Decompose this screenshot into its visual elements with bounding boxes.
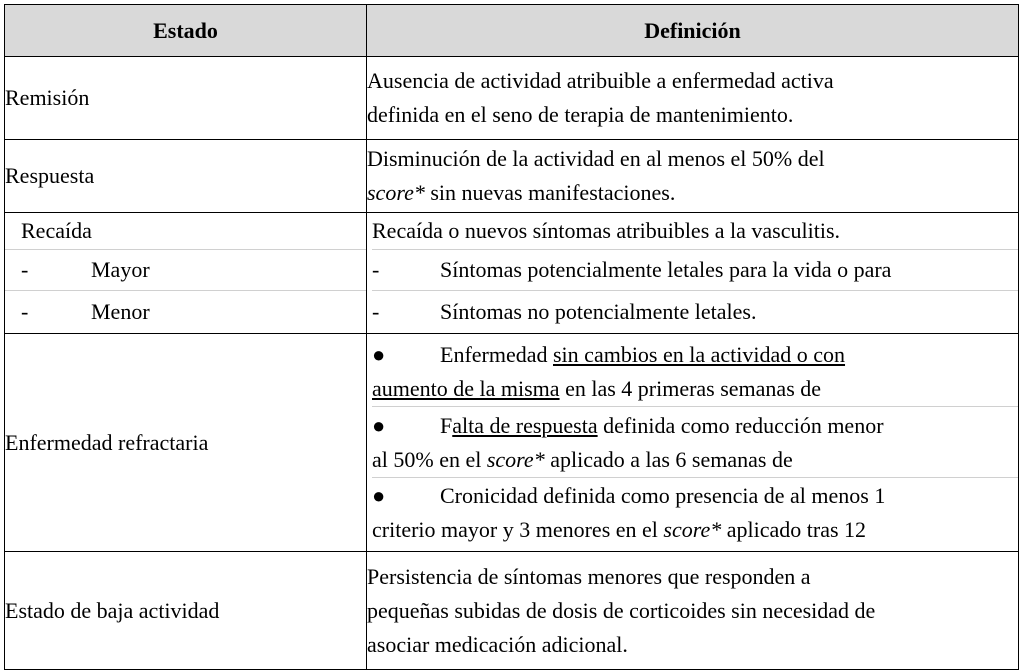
- states-definition-table: [4, 4, 1019, 670]
- def-remision: Ausencia de actividad atribuible a enfermedad activa definida en el seno de terapia de mantenimiento.: [367, 57, 1019, 140]
- row-refractaria: [5, 334, 1019, 552]
- header-row: [5, 5, 1019, 57]
- estado-baja-actividad: Estado de baja actividad: [5, 552, 367, 670]
- estado-remision: Remisión: [5, 57, 367, 140]
- def-baja-actividad: Persistencia de síntomas menores que responden a pequeñas subidas de dosis de corticoides sin necesidad de asociar medicación adicional.: [367, 552, 1019, 670]
- bullet-icon: ●: [372, 483, 386, 508]
- def-refractaria: [367, 334, 1019, 552]
- def-recaida: Recaída o nuevos síntomas atribuibles a la vasculitis. - Síntomas potencialmente letales para la vida o para - Síntomas no potencialmente letales.: [367, 213, 1019, 334]
- estado-recaida: Recaída - Mayor - Menor: [5, 213, 367, 334]
- row-recaida: [5, 213, 1019, 334]
- estado-refractaria: Enfermedad refractaria: [5, 334, 367, 552]
- row-baja-actividad: [5, 552, 1019, 670]
- estado-respuesta: Respuesta: [5, 140, 367, 213]
- bullet-icon: ●: [372, 342, 386, 367]
- header-estado: Estado: [5, 5, 367, 57]
- row-respuesta: [5, 140, 1019, 213]
- header-definicion: Definición: [367, 5, 1019, 57]
- bullet-icon: ●: [372, 413, 386, 438]
- row-remision: [5, 57, 1019, 140]
- refractaria-item-2: ● Falta de respuesta definida como reducción menor al 50% en el score* aplicado a las 6 semanas de: [372, 407, 1018, 478]
- refractaria-item-3: ● Cronicidad definida como presencia de al menos 1 criterio mayor y 3 menores en el score* aplicado tras 12: [372, 478, 1018, 547]
- def-respuesta: Disminución de la actividad en al menos el 50% del score* sin nuevas manifestaciones.: [367, 140, 1019, 213]
- refractaria-item-1: ● Enfermedad sin cambios en la actividad o con aumento de la misma en las 4 primeras semanas de: [372, 334, 1018, 407]
